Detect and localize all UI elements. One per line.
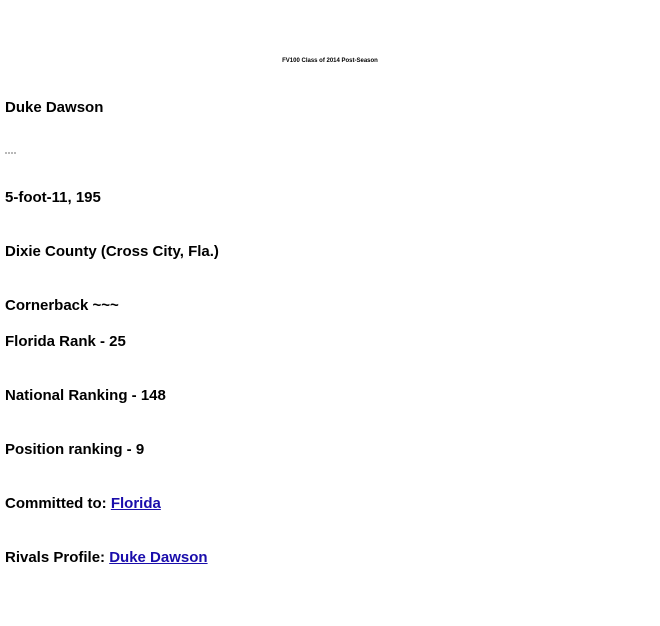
player-school: Dixie County (Cross City, Fla.) — [5, 243, 219, 260]
player-name: Duke Dawson — [5, 99, 104, 116]
position-ranking: Position ranking - 9 — [5, 441, 145, 458]
player-photo — [5, 151, 17, 155]
rivals-profile-label: Rivals Profile: — [5, 549, 110, 566]
committed-row — [5, 495, 161, 513]
committed-school-link[interactable]: Florida — [110, 495, 161, 512]
rivals-profile-row — [5, 549, 208, 567]
page-title: FV100 Class of 2014 Post-Season — [282, 58, 378, 64]
florida-rank: Florida Rank - 25 — [5, 333, 126, 350]
rivals-profile-link[interactable]: Duke Dawson — [109, 549, 208, 566]
committed-label: Committed to: — [5, 495, 111, 512]
player-size: 5-foot-11, 195 — [5, 189, 101, 206]
player-position: Cornerback ~~~ — [5, 297, 119, 314]
national-ranking: National Ranking - 148 — [5, 387, 166, 404]
